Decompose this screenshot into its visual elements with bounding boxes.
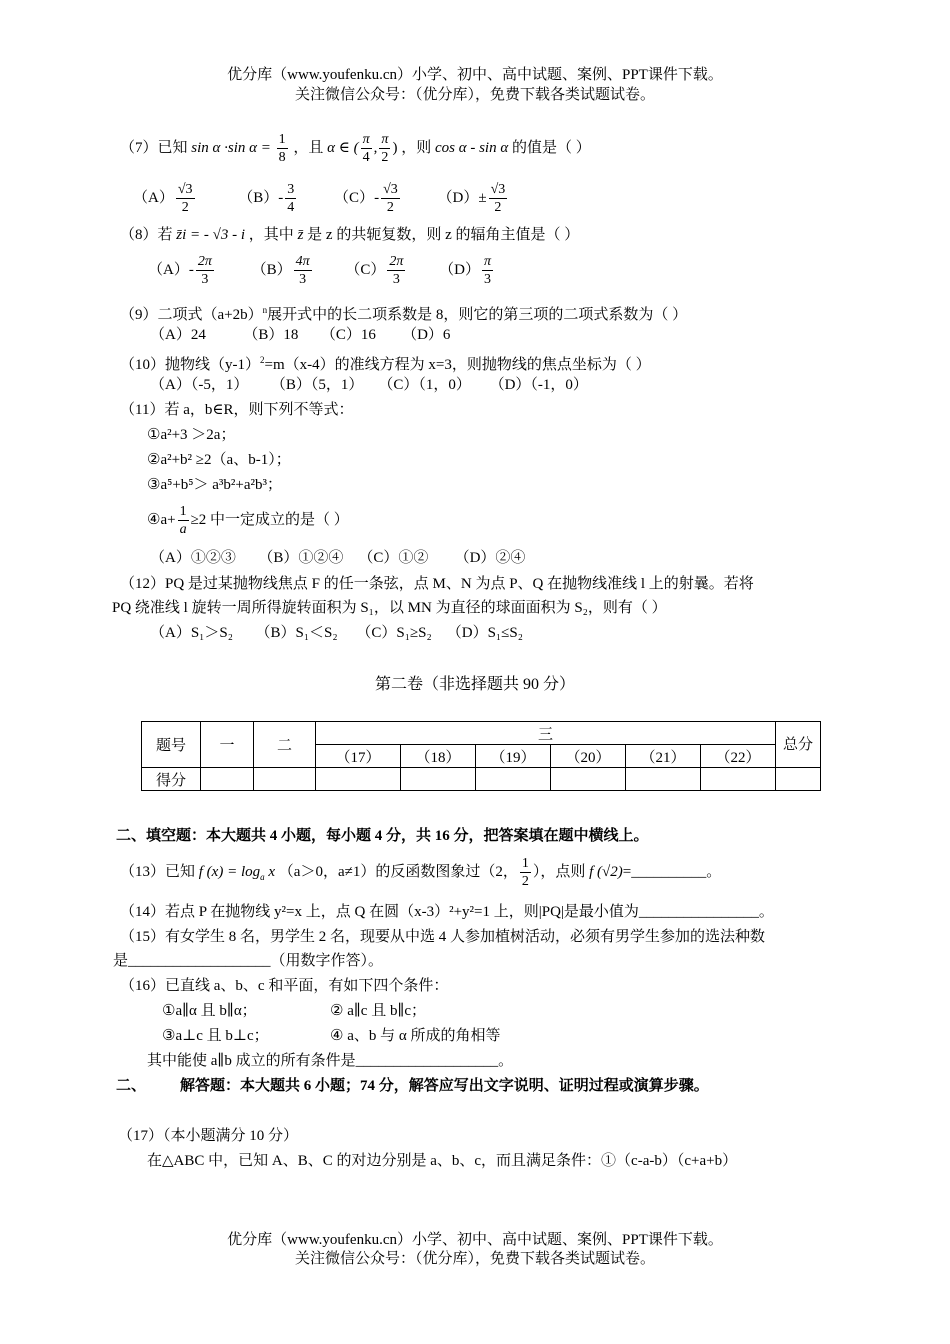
header-section-three: 三 [316,722,776,745]
header-line-1: 优分库（www.youfenku.cn）小学、初中、高中试题、案例、PPT课件下载。 [227,67,723,83]
solve-section-number: 二、 [116,1078,147,1094]
question-10-options: （A）（-5，1） （B）（5，1） （C）（1，0） （D）（-1，0） [150,377,588,393]
question-14: （14）若点 P 在抛物线 y²=x 上，点 Q 在圆（x-3）²+y²=1 上，则|PQ|是最小值为________________。 [120,904,774,920]
question-17-line: 在△ABC 中，已知 A、B、C 的对边分别是 a、b、c，而且满足条件：①（c-a-b）（c+a+b） [147,1153,738,1169]
question-9-options: （A）24 （B）18 （C）16 （D）6 [150,327,451,343]
question-7-options: （A） $\frac{√3}{2}$ （B）- $\frac{3}{4}$ （C）- $\frac{√3}{2}$ （D）± $\frac{√3}{2}$ [133,182,506,216]
question-11-condition-2: ②a²+b² ≥2（a、b-1）； [147,452,291,468]
row-label-score: 得分 [142,768,201,791]
score-table [141,721,821,791]
score-cell[interactable] [551,768,626,791]
header-section-one: 一 [201,722,254,768]
header-line-2: 关注微信公众号：（优分库），免费下载各类试题试卷。 [294,87,655,103]
question-9-stem: （9）二项式$(a+2b)^n$展开式中的长二项系数是 8，则它的第三项的二项式系数为（ ） [120,305,688,323]
question-7-stem: （7）已知 sin α ·sin α = $\frac{1}{8}$ ，且 α ∈ ( $\frac{\pi}{4}$ , $\frac{\pi}{2}$ ) ，则 cos α - sin α 的值是（ ） [120,132,591,166]
question-12-line-1: （12）PQ 是过某抛物线焦点 F 的任一条弦，点 M、N 为点 P、Q 在抛物线准线 l 上的射曩。若将 [120,576,754,592]
question-16-condition-2: ② a∥c 且 b∥c； [330,1003,427,1019]
question-16-stem: （16）已直线 a、b、c 和平面，有如下四个条件： [120,978,449,994]
header-tihao: 题号 [142,722,201,768]
question-13: （13）已知 f $(x) = \log_a x$ （a＞0，a≠1）的反函数图象过（2， $\frac{1}{2}$ ），点则 f (√2)=__________。 [120,856,722,890]
score-cell[interactable] [201,768,254,791]
header-section-two: 二 [254,722,316,768]
question-15-line-2: 是___________________（用数字作答）。 [113,953,384,969]
score-cell[interactable] [476,768,551,791]
header-col-20: （20） [551,745,626,768]
question-11-condition-1: ①a²+3 ＞2a； [147,427,236,443]
header-col-22: （22） [701,745,776,768]
question-11-options: （A）①②③ （B）①②④ （C）①② （D）②④ [150,550,526,566]
fill-in-section-header: 二、填空题：本大题共 4 小题，每小题 4 分，共 16 分，把答案填在题中横线上。 [116,828,649,844]
question-10-stem: （10）抛物线$(y-1)^2=m(x-4)$的准线方程为 x=3，则抛物线的焦点坐标为（ ） [120,355,651,373]
question-12-options: （A）S₁＞S₂ （B）S₁＜S₂ （C）S₁≥S₂ （D）S₁≤S₂ [150,625,523,641]
score-cell[interactable] [776,768,821,791]
question-12-line-2: PQ 绕准线 l 旋转一周所得旋转面积为 S₁，以 MN 为直径的球面面积为 S₂，则有（ ） [112,600,667,616]
header-total: 总分 [776,722,821,768]
question-17-head: （17）（本小题满分 10 分） [118,1128,299,1144]
solve-section-header: 解答题：本大题共 6 小题；74 分，解答应写出文字说明、证明过程或演算步骤。 [180,1078,709,1094]
question-11-condition-3: ③a⁵+b⁵＞ a³b²+a²b³； [147,477,283,493]
header-col-19: （19） [476,745,551,768]
footer-line-1: 优分库（www.youfenku.cn）小学、初中、高中试题、案例、PPT课件下载。 [227,1232,723,1248]
score-cell[interactable] [254,768,316,791]
section-2-title: 第二卷（非选择题共 90 分） [374,676,575,693]
footer-line-2: 关注微信公众号：（优分库），免费下载各类试题试卷。 [294,1251,655,1267]
score-cell[interactable] [626,768,701,791]
question-16-condition-4: ④ a、b 与 α 所成的角相等 [330,1028,501,1044]
question-8-stem: （8）若 z̄i = - √3 - i ，其中 z̄ 是 z 的共轭复数，则 z 的辐角主值是（ ） [120,227,580,243]
question-15-line-1: （15）有女学生 8 名，男学生 2 名，现要从中选 4 人参加植树活动，必须有男学生参加的选法种数 [120,929,766,945]
question-11-condition-4: ④a+ $\frac{1}{a}$ ≥2 中一定成立的是（ ） [147,504,349,538]
header-col-18: （18） [401,745,476,768]
question-16-condition-1: ①a∥α 且 b∥α； [162,1003,257,1019]
score-cell[interactable] [316,768,401,791]
question-16-tail: 其中能使 a∥b 成立的所有条件是___________________。 [147,1053,514,1069]
score-cell[interactable] [701,768,776,791]
question-8-options: （A）- $\frac{2\pi}{3}$ （B） $\frac{4\pi}{3}$ （C） $\frac{2\pi}{3}$ （D） $\frac{\pi}{3}$ [148,254,492,288]
header-col-17: （17） [316,745,401,768]
score-cell[interactable] [401,768,476,791]
header-col-21: （21） [626,745,701,768]
question-16-condition-3: ③a⊥c 且 b⊥c； [162,1028,269,1044]
question-11-stem: （11）若 a，b∈R，则下列不等式： [120,402,354,418]
